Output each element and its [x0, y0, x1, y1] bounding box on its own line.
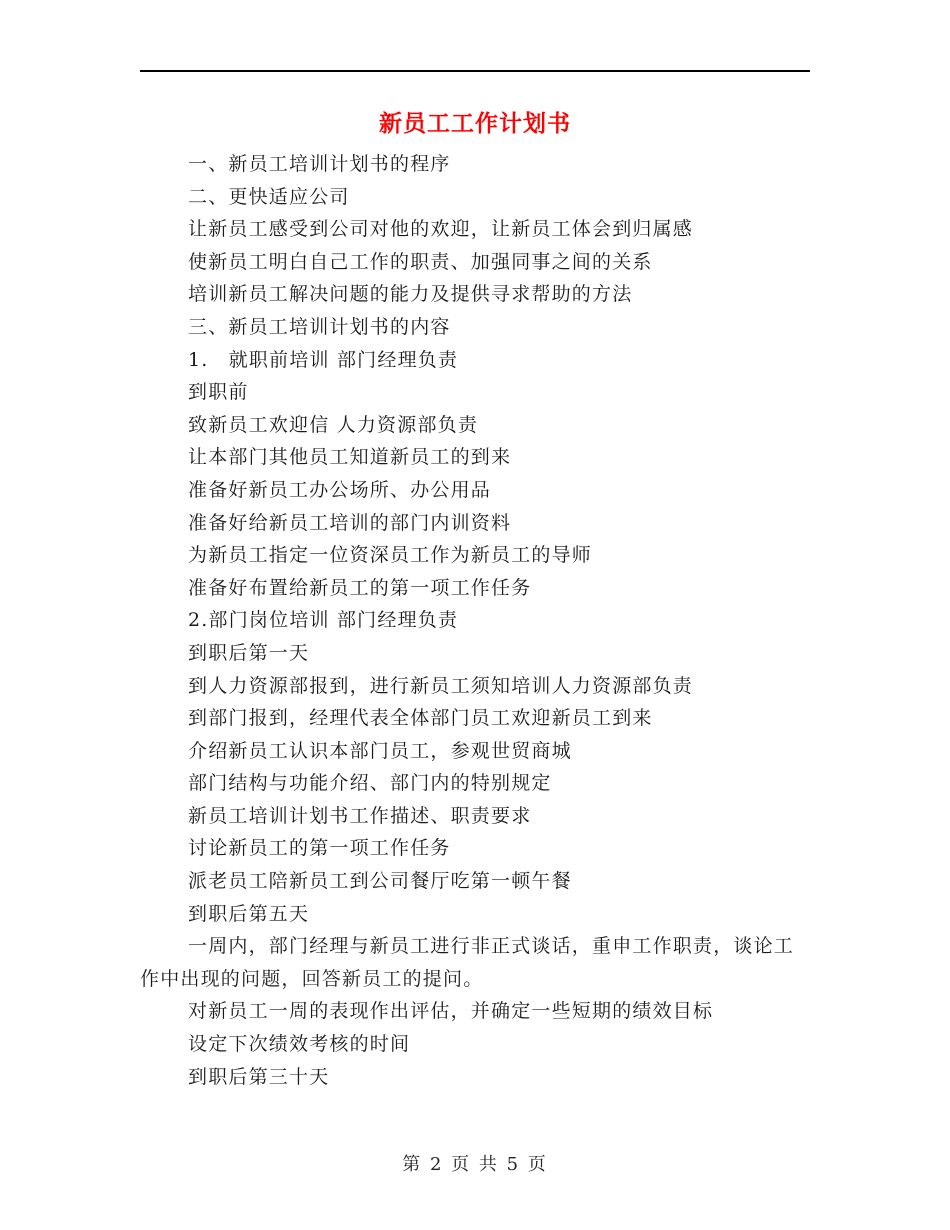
paragraph: 派老员工陪新员工到公司餐厅吃第一顿午餐 [188, 870, 572, 893]
paragraph: 到职前 [188, 381, 249, 404]
paragraph: 对新员工一周的表现作出评估，并确定一些短期的绩效目标 [188, 1000, 714, 1023]
paragraph: 二、更快适应公司 [188, 185, 350, 208]
paragraph: 致新员工欢迎信 人力资源部负责 [188, 413, 479, 436]
paragraph: 2.部门岗位培训 部门经理负责 [188, 609, 459, 632]
paragraph: 培训新员工解决问题的能力及提供寻求帮助的方法 [188, 283, 633, 306]
document-title: 新员工工作计划书 [379, 110, 571, 137]
paragraph: 设定下次绩效考核的时间 [188, 1033, 411, 1056]
paragraph: 1. 就职前培训 部门经理负责 [188, 348, 459, 371]
document-body [140, 148, 800, 1093]
paragraph: 讨论新员工的第一项工作任务 [188, 837, 451, 860]
paragraph: 到部门报到，经理代表全体部门员工欢迎新员工到来 [188, 707, 653, 730]
paragraph: 准备好给新员工培训的部门内训资料 [188, 511, 512, 534]
paragraph: 到职后第五天 [188, 902, 310, 925]
page-number-footer: 第 2 页 共 5 页 [402, 1154, 548, 1175]
paragraph: 到职后第三十天 [188, 1065, 330, 1088]
paragraph: 准备好新员工办公场所、办公用品 [188, 478, 492, 501]
paragraph: 到职后第一天 [188, 641, 310, 664]
paragraph: 让本部门其他员工知道新员工的到来 [188, 446, 512, 469]
paragraph: 让新员工感受到公司对他的欢迎，让新员工体会到归属感 [188, 218, 694, 241]
paragraph: 一、新员工培训计划书的程序 [188, 153, 451, 175]
paragraph: 准备好布置给新员工的第一项工作任务 [188, 576, 532, 599]
paragraph: 三、新员工培训计划书的内容 [188, 315, 451, 338]
paragraph: 新员工培训计划书工作描述、职责要求 [188, 804, 532, 827]
paragraph: 部门结构与功能介绍、部门内的特别规定 [188, 772, 552, 795]
paragraph: 一周内，部门经理与新员工进行非正式谈话，重申工作职责，谈论工作中出现的问题，回答新员工的提问。 [140, 935, 795, 990]
paragraph: 到人力资源部报到，进行新员工须知培训人力资源部负责 [188, 674, 694, 697]
paragraph: 为新员工指定一位资深员工作为新员工的导师 [188, 544, 593, 567]
paragraph: 使新员工明白自己工作的职责、加强同事之间的关系 [188, 250, 653, 273]
paragraph: 介绍新员工认识本部门员工，参观世贸商城 [188, 739, 572, 762]
header-rule [140, 70, 810, 72]
